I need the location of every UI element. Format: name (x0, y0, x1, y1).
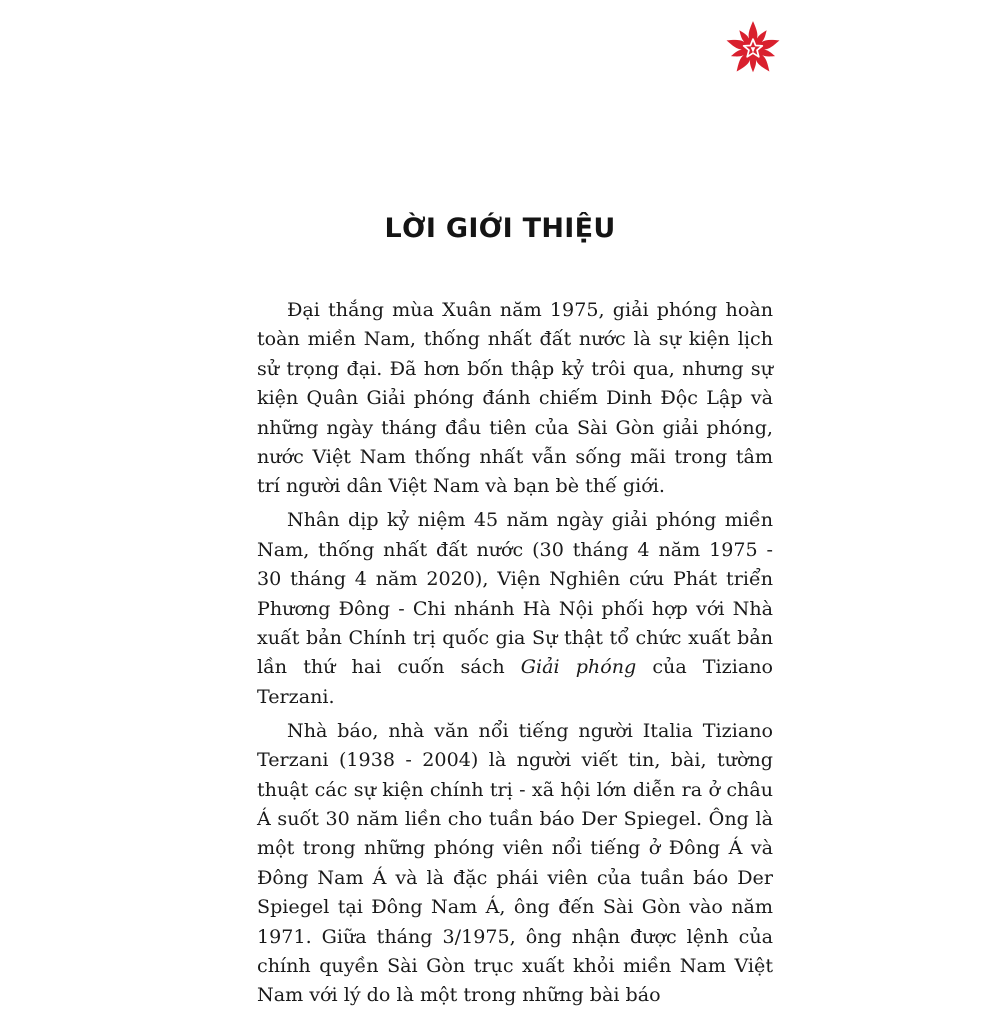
book-title: Giải phóng (520, 655, 637, 679)
publisher-star-logo-icon (724, 20, 782, 78)
page-title: LỜI GIỚI THIỆU (384, 213, 616, 244)
paragraph-2-text-after: của Tiziano Terzani. (257, 655, 773, 708)
paragraph-2-text-before: Nhân dịp kỷ niệm 45 năm ngày giải phóng miền Nam, thống nhất đất nước (30 tháng 4 năm 1975 - 30 tháng 4 năm 2020), Viện Nghiên cứu Phát triển Phương Đông - Chi nhánh Hà Nội phối hợp với Nhà xuất bản Chính trị quốc gia Sự thật tổ chức xuất bản lần thứ hai cuốn sách (257, 508, 773, 679)
introduction-body (257, 295, 773, 1014)
paragraph-2 (257, 505, 773, 711)
paragraph-1: Đại thắng mùa Xuân năm 1975, giải phóng hoàn toàn miền Nam, thống nhất đất nước là sự kiện lịch sử trọng đại. Đã hơn bốn thập kỷ trôi qua, nhưng sự kiện Quân Giải phóng đánh chiếm Dinh Độc Lập và những ngày tháng đầu tiên của Sài Gòn giải phóng, nước Việt Nam thống nhất vẫn sống mãi trong tâm trí người dân Việt Nam và bạn bè thế giới. (257, 298, 773, 498)
paragraph-3: Nhà báo, nhà văn nổi tiếng người Italia Tiziano Terzani (1938 - 2004) là người viết tin, bài, tường thuật các sự kiện chính trị - xã hội lớn diễn ra ở châu Á suốt 30 năm liền cho tuần báo Der Spiegel. Ông là một trong những phóng viên nổi tiếng ở Đông Á và Đông Nam Á và là đặc phái viên của tuần báo Der Spiegel tại Đông Nam Á, ông đến Sài Gòn vào năm 1971. Giữa tháng 3/1975, ông nhận được lệnh của chính quyền Sài Gòn trục xuất khỏi miền Nam Việt Nam với lý do là một trong những bài báo (257, 718, 773, 1007)
